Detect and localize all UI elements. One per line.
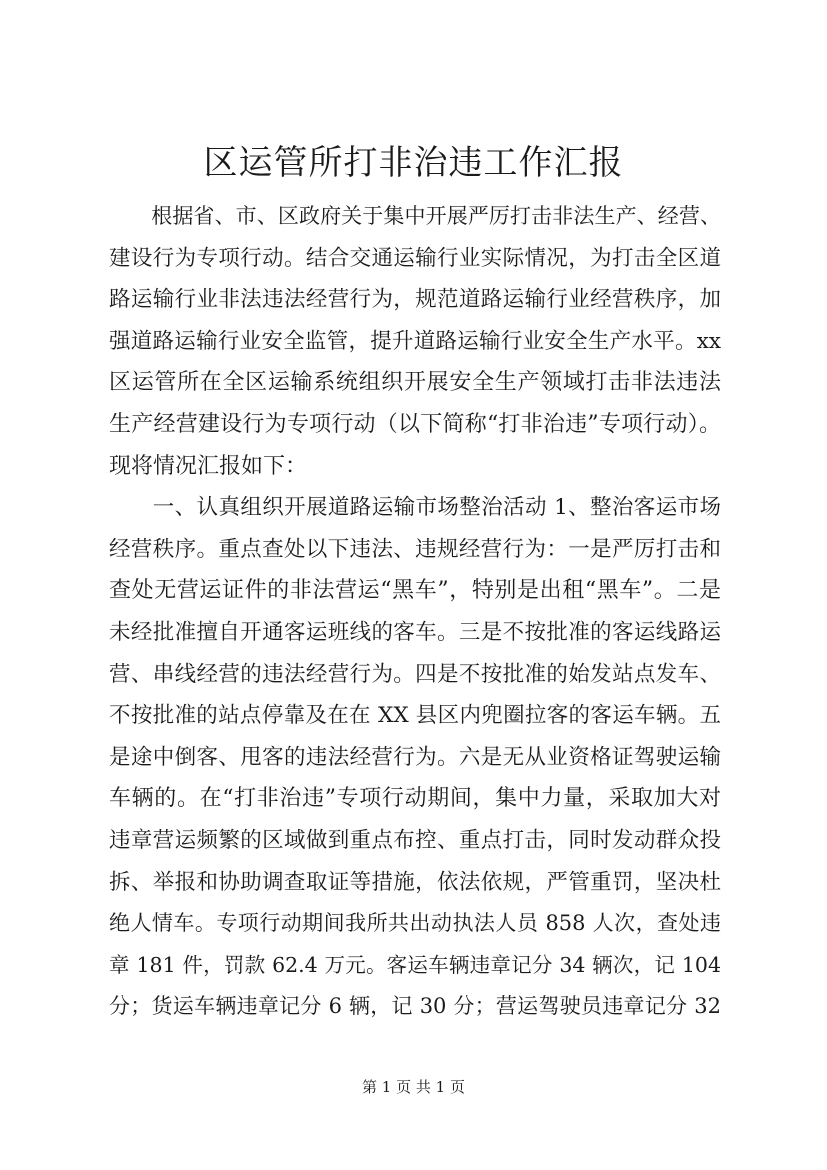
body-line: 分；货运车辆违章记分 6 辆，记 30 分；营运驾驶员违章记分 32 bbox=[109, 994, 721, 1019]
body-line: 生产经营建设行为专项行动（以下简称“打非治违”专项行动）。 bbox=[109, 411, 721, 437]
body-line: 车辆的。在“打非治违”专项行动期间，集中力量，采取加大对 bbox=[109, 786, 721, 812]
body-line: 拆、举报和协助调查取证等措施，依法依规，严管重罚，坚决杜 bbox=[109, 869, 721, 895]
body-line: 根据省、市、区政府关于集中开展严厉打击非法生产、经营、 bbox=[109, 204, 721, 228]
body-line: 章 181 件，罚款 62.4 万元。客运车辆违章记分 34 辆次，记 104 bbox=[109, 952, 721, 977]
body-line: 一、认真组织开展道路运输市场整治活动 1、整治客运市场 bbox=[109, 495, 721, 521]
body-line: 路运输行业非法违法经营行为，规范道路运输行业经营秩序，加 bbox=[109, 287, 721, 313]
body-line: 强道路运输行业安全监管，提升道路运输行业安全生产水平。xx bbox=[109, 328, 721, 354]
page-number-footer: 第 1 页 共 1 页 bbox=[362, 1078, 465, 1096]
body-line: 未经批准擅自开通客运班线的客车。三是不按批准的客运线路运 bbox=[109, 619, 721, 645]
document-body bbox=[109, 196, 721, 1028]
body-line: 区运管所在全区运输系统组织开展安全生产领域打击非法违法 bbox=[109, 370, 721, 396]
body-line: 绝人情车。专项行动期间我所共出动执法人员 858 人次，查处违 bbox=[109, 911, 721, 936]
body-line: 经营秩序。重点查处以下违法、违规经营行为：一是严厉打击和 bbox=[109, 536, 721, 562]
body-line: 查处无营运证件的非法营运“黑车”，特别是出租“黑车”。二是 bbox=[109, 578, 721, 604]
document-title: 区运管所打非治违工作汇报 bbox=[203, 143, 624, 183]
body-line: 不按批准的站点停靠及在在 XX 县区内兜圈拉客的客运车辆。五 bbox=[109, 703, 721, 729]
body-line: 现将情况汇报如下： bbox=[109, 453, 308, 479]
body-line: 违章营运频繁的区域做到重点布控、重点打击，同时发动群众投 bbox=[109, 827, 721, 853]
body-line: 是途中倒客、甩客的违法经营行为。六是无从业资格证驾驶运输 bbox=[109, 744, 721, 770]
body-line: 建设行为专项行动。结合交通运输行业实际情况，为打击全区道 bbox=[109, 245, 721, 271]
body-line: 营、串线经营的违法经营行为。四是不按批准的始发站点发车、 bbox=[109, 661, 721, 687]
